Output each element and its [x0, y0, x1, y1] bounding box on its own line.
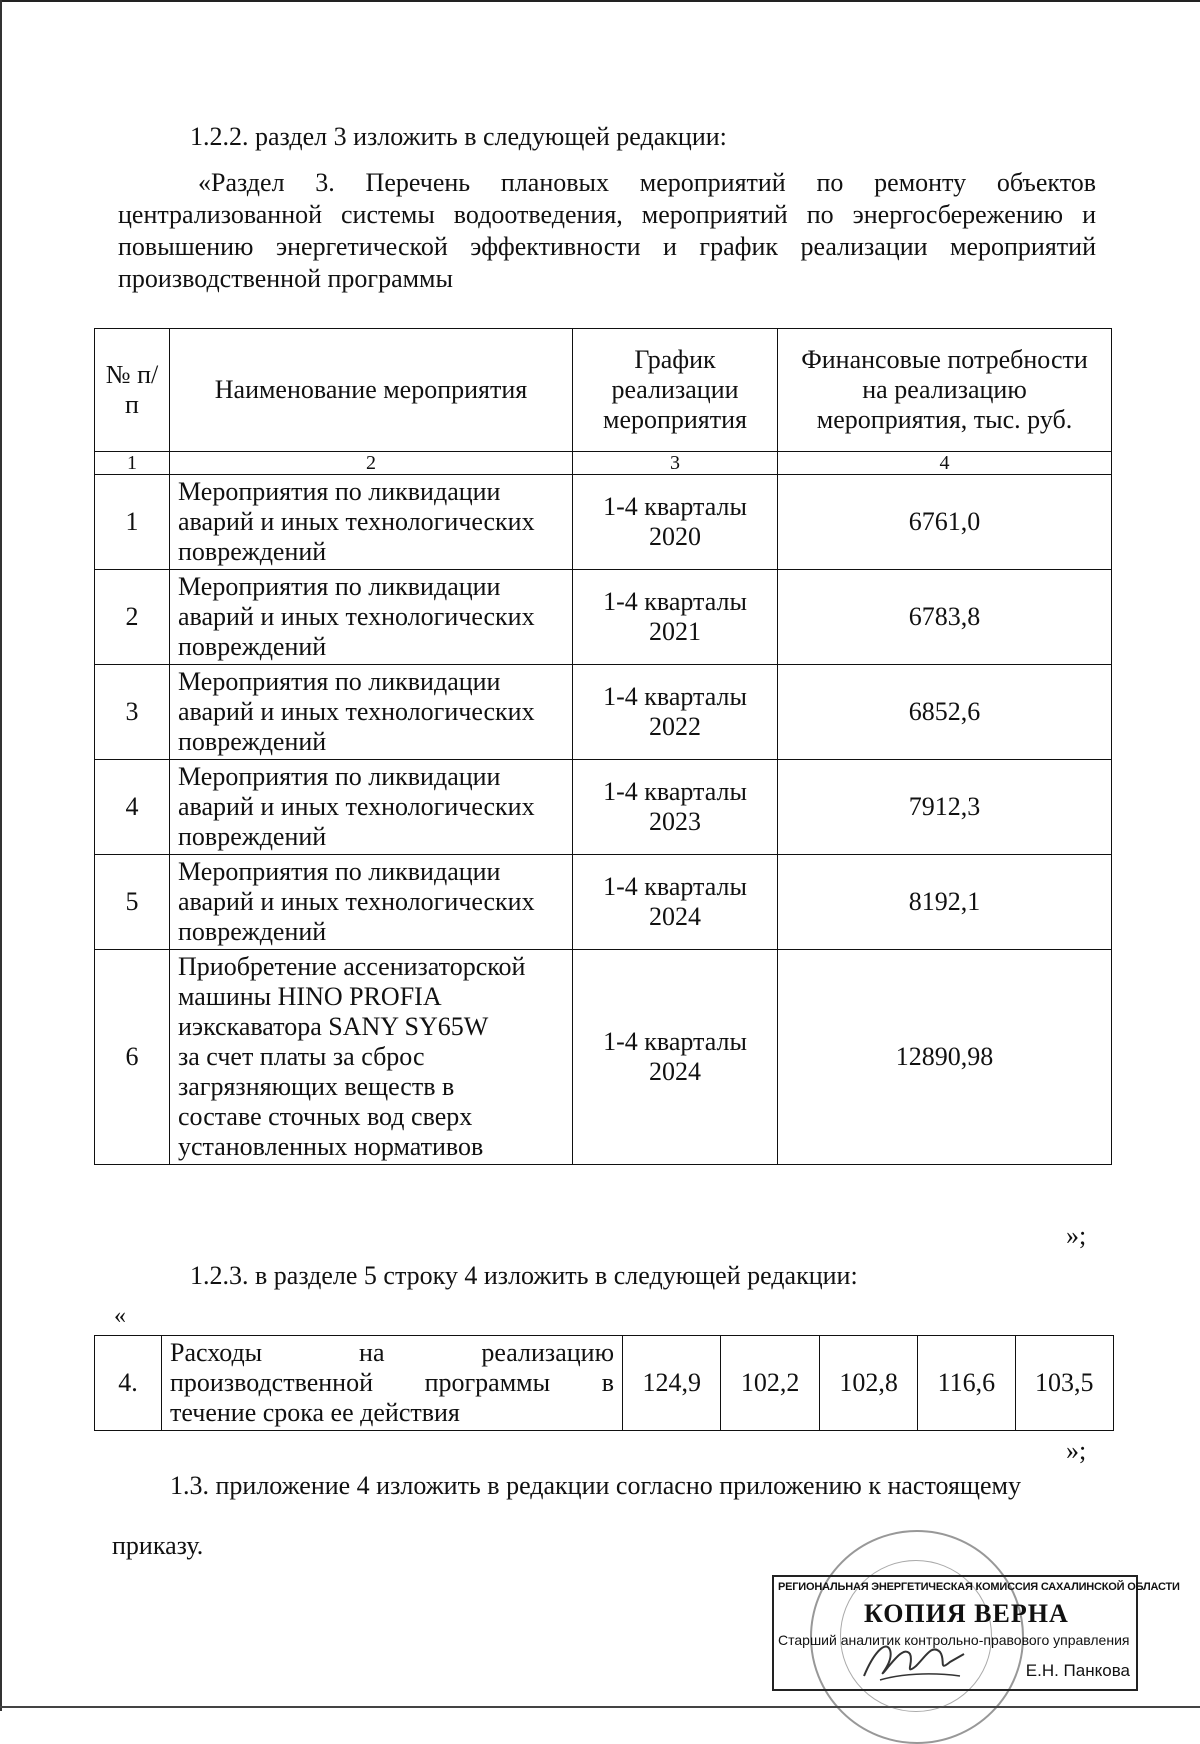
stamp-organization: РЕГИОНАЛЬНАЯ ЭНЕРГЕТИЧЕСКАЯ КОМИССИЯ САХАЛИНСКОЙ ОБЛАСТИ [778, 1581, 1180, 1593]
table-row [95, 475, 1112, 570]
paragraph-1-3-continuation: приказу. [112, 1531, 204, 1560]
measure-name-line: повреждений [178, 727, 327, 756]
opening-quote: « [114, 1303, 126, 1329]
row-number: 1 [95, 475, 170, 570]
financial-needs-value: 6783,8 [778, 570, 1112, 665]
section-5-row-4-table [94, 1335, 1114, 1431]
measure-name-line: повреждений [178, 632, 327, 661]
row-number: 2 [95, 570, 170, 665]
measure-name-line: аварий и иных технологических [178, 697, 535, 726]
row-number: 4. [95, 1336, 162, 1431]
measure-name-line: Мероприятия по ликвидации [178, 857, 501, 886]
measure-name-line: аварий и иных технологических [178, 507, 535, 536]
schedule-line: 2021 [649, 617, 701, 646]
measure-name-line: аварий и иных технологических [178, 792, 535, 821]
paragraph-1-2-3: 1.2.3. в разделе 5 строку 4 изложить в следующей редакции: [190, 1261, 858, 1290]
measure-name-line: повреждений [178, 822, 327, 851]
table-row [95, 950, 1112, 1165]
row-number: 3 [95, 665, 170, 760]
row-number: 6 [95, 950, 170, 1165]
section-3-intro: «Раздел 3. Перечень плановых мероприятий по ремонту объектов централизованной системы водоотведения, мероприятий по энергосбережению и повышению энергетической эффективности и график реализации мероприятий производственной программы [118, 168, 1096, 293]
left-border-line [0, 0, 2, 1711]
measure-name [170, 570, 573, 665]
financial-needs-value: 12890,98 [778, 950, 1112, 1165]
row-number: 5 [95, 855, 170, 950]
schedule-line: 1-4 кварталы [603, 492, 747, 521]
handwritten-signature [860, 1632, 970, 1688]
measure-name-line: иэкскаватора SANY SY65W [178, 1012, 489, 1041]
schedule-line: 2022 [649, 712, 701, 741]
header-measure-name: Наименование мероприятия [170, 329, 573, 452]
column-number: 3 [573, 452, 778, 475]
top-border-line [0, 0, 1200, 2]
row-value: 102,2 [721, 1336, 819, 1431]
schedule-line: 1-4 кварталы [603, 872, 747, 901]
stamp-role: Старший аналитик контрольно-правового управления [778, 1632, 1130, 1648]
financial-needs-value: 7912,3 [778, 760, 1112, 855]
schedule [573, 665, 778, 760]
row-name: Расходы на реализацию производственной программы в течение срока ее действия [162, 1336, 623, 1431]
row-value: 103,5 [1015, 1336, 1113, 1431]
column-number: 2 [170, 452, 573, 475]
stamp-signatory-name: Е.Н. Панкова [1025, 1661, 1130, 1680]
measure-name-line: аварий и иных технологических [178, 602, 535, 631]
header-number: № п/п [95, 329, 170, 452]
schedule-line: 2023 [649, 807, 701, 836]
measure-name [170, 950, 573, 1165]
bottom-border-line [0, 1706, 1200, 1708]
financial-needs-value: 6761,0 [778, 475, 1112, 570]
measure-name-line: составе сточных вод сверх [178, 1102, 473, 1131]
paragraph-1-2-2: 1.2.2. раздел 3 изложить в следующей редакции: [190, 122, 727, 151]
measure-name-line: Мероприятия по ликвидации [178, 762, 501, 791]
schedule [573, 570, 778, 665]
table-row [95, 665, 1112, 760]
measure-name [170, 665, 573, 760]
closing-quote: »; [1066, 1221, 1087, 1250]
financial-needs-value: 8192,1 [778, 855, 1112, 950]
measure-name-line: загрязняющих веществ в [178, 1072, 455, 1101]
row-number: 4 [95, 760, 170, 855]
schedule-line: 1-4 кварталы [603, 682, 747, 711]
schedule [573, 760, 778, 855]
schedule-line: 1-4 кварталы [603, 1027, 747, 1056]
row-value: 102,8 [819, 1336, 917, 1431]
measure-name-line: Мероприятия по ликвидации [178, 477, 501, 506]
stamp-title: КОПИЯ ВЕРНА [864, 1599, 1069, 1628]
measure-name-line: повреждений [178, 537, 327, 566]
measure-name [170, 855, 573, 950]
measure-name-line: установленных нормативов [178, 1132, 484, 1161]
header-financial-needs: Финансовые потребности на реализацию мероприятия, тыс. руб. [778, 329, 1112, 452]
schedule [573, 855, 778, 950]
schedule-line: 2024 [649, 1057, 701, 1086]
table-row [95, 855, 1112, 950]
measure-name [170, 760, 573, 855]
table-row [95, 1336, 1114, 1431]
schedule-line: 1-4 кварталы [603, 777, 747, 806]
schedule-line: 2024 [649, 902, 701, 931]
measure-name-line: Приобретение ассенизаторской [178, 952, 526, 981]
measure-name-line: аварий и иных технологических [178, 887, 535, 916]
row-value: 116,6 [918, 1336, 1015, 1431]
table-row [95, 570, 1112, 665]
measure-name-line: за счет платы за сброс [178, 1042, 425, 1071]
schedule [573, 475, 778, 570]
schedule-line: 2020 [649, 522, 701, 551]
measure-name-line: Мероприятия по ликвидации [178, 572, 501, 601]
schedule [573, 950, 778, 1165]
column-number-row [95, 452, 1112, 475]
table-row [95, 760, 1112, 855]
header-schedule: График реализации мероприятия [573, 329, 778, 452]
column-number: 4 [778, 452, 1112, 475]
closing-quote: »; [1066, 1436, 1087, 1465]
financial-needs-value: 6852,6 [778, 665, 1112, 760]
column-number: 1 [95, 452, 170, 475]
plan-measures-table [94, 328, 1112, 1165]
row-value: 124,9 [623, 1336, 721, 1431]
schedule-line: 1-4 кварталы [603, 587, 747, 616]
paragraph-1-3: 1.3. приложение 4 изложить в редакции согласно приложению к настоящему [170, 1471, 1021, 1500]
measure-name-line: Мероприятия по ликвидации [178, 667, 501, 696]
table-header-row [95, 329, 1112, 452]
measure-name [170, 475, 573, 570]
measure-name-line: машины HINO PROFIA [178, 982, 442, 1011]
measure-name-line: повреждений [178, 917, 327, 946]
